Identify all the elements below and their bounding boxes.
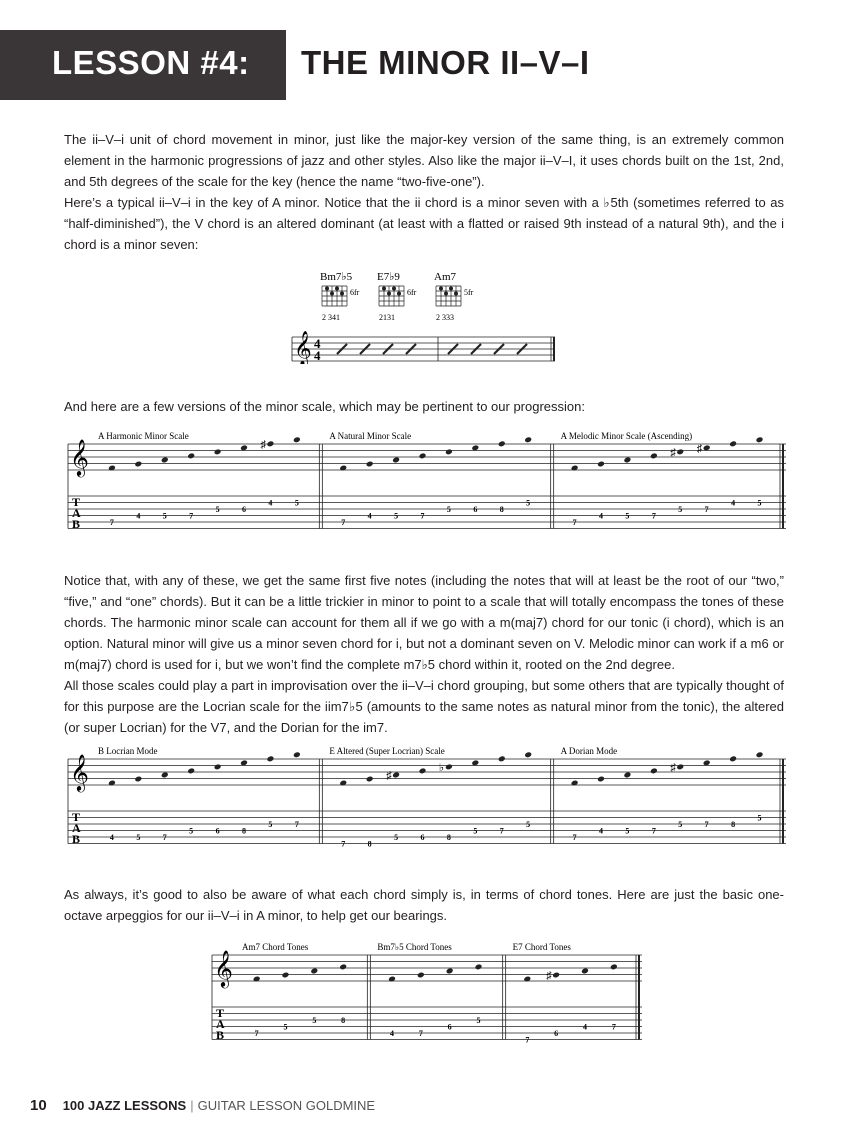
- treble-clef-icon: 𝄞: [294, 332, 312, 364]
- tab-fret-number: 7: [704, 820, 709, 829]
- chord-dot: [454, 292, 458, 296]
- paragraph-5: All those scales could play a part in improvisation over the ii–V–i chord grouping, but some others that are typically thought of for this purpose are the Locrian scale for the iim7♭5 (amounts to the same notes as natural minor from the tonic), the altered (or super Locrian) for the V7, and the Dorian for the im7.: [64, 678, 784, 735]
- note-head: [552, 972, 560, 979]
- tab-fret-number: 5: [625, 511, 630, 521]
- chord-name: Bm7♭5: [320, 271, 353, 283]
- footer-separator: |: [190, 1098, 194, 1113]
- note-head: [676, 763, 684, 770]
- paragraph-1: The ii–V–i unit of chord movement in minor, just like the major-key version of the same thing, is an extremely common element in the harmonic progressions of jazz and other styles. Also like the major ii–V–I, it uses chords built on the 1st, 2nd, and 5th degrees of the scale for the key (hence the name “two-five-one”).: [64, 132, 784, 189]
- note-head: [214, 763, 222, 770]
- tab-fret-number: 6: [215, 826, 220, 836]
- note-head: [729, 755, 737, 762]
- tab-clef-letter: A: [72, 506, 81, 520]
- chord-dot: [439, 287, 443, 291]
- tab-fret-number: 7: [420, 511, 425, 521]
- tab-fret-number: 8: [499, 505, 504, 514]
- tab-fret-number: 5: [757, 813, 762, 823]
- tab-fret-number: 5: [283, 1022, 288, 1032]
- tab-clef-letter: B: [72, 517, 81, 531]
- time-signature-top: 4: [314, 336, 321, 351]
- tab-fret-number: 8: [367, 839, 372, 849]
- note-head: [161, 772, 169, 779]
- chord-fret-label: 6fr: [407, 288, 417, 297]
- chord-dot: [444, 292, 448, 296]
- tab-fret-number: 5: [526, 820, 531, 829]
- tab-fret-number: 8: [446, 833, 451, 842]
- tab-clef-letter: A: [72, 821, 81, 835]
- tab-fret-number: 4: [389, 1029, 394, 1038]
- tab-clef-letter: T: [72, 810, 81, 824]
- tab-fret-number: 5: [476, 1016, 481, 1025]
- page-footer: [30, 1097, 375, 1114]
- scale-label: A Dorian Mode: [560, 746, 618, 756]
- chord-tones-figure: [206, 937, 644, 1052]
- tab-fret-number: 5: [312, 1016, 317, 1025]
- note-head: [282, 972, 290, 979]
- tab-fret-number: 5: [678, 820, 683, 829]
- chord-fret-label: 6fr: [350, 288, 360, 297]
- note-head: [624, 772, 632, 779]
- note-head: [498, 440, 506, 447]
- note-head: [339, 964, 347, 971]
- note-head: [366, 776, 374, 783]
- chord-name: E7♭9: [377, 271, 400, 283]
- tab-fret-number: 7: [572, 518, 577, 527]
- tab-fret-number: 4: [268, 498, 273, 508]
- note-head: [624, 457, 632, 464]
- chord-dot: [330, 292, 334, 296]
- tab-fret-number: 5: [473, 826, 478, 836]
- chord-fingering: 2131: [379, 313, 395, 322]
- tab-fret-number: 7: [341, 518, 346, 527]
- treble-clef-icon: 𝄞: [70, 439, 89, 475]
- chord-diagram: [377, 271, 417, 322]
- note-head: [445, 448, 453, 455]
- lesson-title: THE MINOR II–V–I: [301, 44, 590, 81]
- flat-icon: ♭: [438, 761, 445, 774]
- treble-clef-icon: 𝄞: [214, 950, 233, 986]
- lesson-number: LESSON #4:: [52, 44, 250, 81]
- tab-fret-number: 7: [189, 511, 194, 521]
- note-head: [581, 968, 589, 975]
- tab-clef-letter: A: [216, 1017, 225, 1031]
- paragraph-6: As always, it’s good to also be aware of what each chord simply is, in terms of chord tones. Here are just the basic one-octave arpeggios for our ii–V–i in A minor, to help get our bearings.: [64, 887, 784, 923]
- note-head: [366, 461, 374, 468]
- sharp-icon: ♯: [670, 446, 676, 459]
- note-head: [446, 968, 454, 975]
- tab-fret-number: 4: [367, 511, 372, 521]
- note-head: [293, 751, 301, 758]
- chord-dot: [392, 287, 396, 291]
- note-head: [676, 448, 684, 455]
- sharp-icon: ♯: [546, 969, 552, 982]
- tab-fret-number: 5: [162, 511, 167, 521]
- chord-diagram: [434, 271, 474, 322]
- scale-label: Bm7♭5 Chord Tones: [377, 942, 452, 952]
- chord-dot: [340, 292, 344, 296]
- tab-fret-number: 5: [526, 498, 531, 508]
- note-head: [161, 457, 169, 464]
- time-signature-bottom: 4: [314, 348, 321, 363]
- tab-fret-number: 6: [420, 833, 425, 842]
- note-head: [187, 768, 195, 775]
- book-title: 100 JAZZ LESSONS: [62, 1098, 187, 1113]
- note-head: [419, 768, 427, 775]
- note-head: [610, 964, 618, 971]
- tab-fret-number: 4: [582, 1022, 587, 1032]
- note-head: [756, 751, 764, 758]
- note-head: [650, 768, 658, 775]
- chord-dot: [325, 287, 329, 291]
- tab-fret-number: 7: [341, 839, 346, 849]
- note-head: [267, 440, 275, 447]
- tab-fret-number: 7: [572, 833, 577, 842]
- tab-fret-number: 7: [109, 518, 114, 527]
- tab-fret-number: 8: [242, 826, 247, 836]
- tab-fret-number: 5: [446, 505, 451, 514]
- note-head: [267, 755, 275, 762]
- tab-fret-number: 4: [731, 498, 736, 508]
- tab-fret-number: 4: [109, 833, 114, 842]
- tab-fret-number: 7: [254, 1029, 259, 1038]
- tab-fret-number: 7: [162, 833, 167, 842]
- tab-fret-number: 7: [651, 511, 656, 521]
- chord-fingering: 2 341: [322, 313, 340, 322]
- note-head: [134, 461, 142, 468]
- scale-label: A Melodic Minor Scale (Ascending): [560, 431, 693, 441]
- chord-dot: [449, 287, 453, 291]
- tab-fret-number: 5: [215, 505, 220, 514]
- note-head: [498, 755, 506, 762]
- tab-clef-letter: B: [72, 832, 81, 846]
- note-head: [134, 776, 142, 783]
- tab-fret-number: 7: [704, 505, 709, 514]
- tab-fret-number: 7: [499, 826, 504, 836]
- note-head: [597, 776, 605, 783]
- scale-label: A Harmonic Minor Scale: [98, 431, 189, 441]
- paragraph-3: And here are a few versions of the minor scale, which may be pertinent to our progression:: [64, 399, 585, 414]
- note-head: [597, 461, 605, 468]
- modes-figure: [62, 741, 788, 856]
- tab-clef-letter: T: [216, 1006, 225, 1020]
- tab-fret-number: 5: [189, 826, 194, 836]
- page-number: 10: [30, 1097, 47, 1114]
- note-head: [475, 964, 483, 971]
- chord-dot: [335, 287, 339, 291]
- tab-fret-number: 6: [473, 505, 478, 514]
- tab-fret-number: 5: [757, 498, 762, 508]
- paragraph-4: Notice that, with any of these, we get the same first five notes (including the notes that will at least be the root of our “two,” “five,” and “one” chords). But it can be a little trickier in minor to point to a scale that will totally encompass the tones of these chords. The harmonic minor scale can account for them all if we go with a m(maj7) chord for our tonic (i chord), which is an option. Natural minor will give us a minor seven chord for i, but not a dominant seven on V. Melodic minor can work if a m6 or m(maj7) chord is used for i, but we won’t find the complete m7♭5 chord within it, rooted on the 2nd degree.: [64, 573, 784, 672]
- chord-dot: [387, 292, 391, 296]
- tab-fret-number: 8: [731, 820, 736, 829]
- chord-name: Am7: [434, 271, 456, 283]
- chord-fret-label: 5fr: [464, 288, 474, 297]
- tab-fret-number: 5: [678, 505, 683, 514]
- tab-fret-number: 6: [242, 505, 247, 514]
- tab-fret-number: 5: [294, 498, 299, 508]
- scale-label: B Locrian Mode: [98, 746, 158, 756]
- note-head: [310, 968, 318, 975]
- sharp-icon: ♯: [670, 761, 676, 774]
- tab-fret-number: 7: [294, 820, 299, 829]
- minor-scales-figure: [62, 426, 788, 541]
- note-head: [524, 751, 532, 758]
- treble-clef-icon: 𝄞: [70, 754, 89, 790]
- tab-fret-number: 6: [447, 1022, 452, 1032]
- publisher-name: GUITAR LESSON GOLDMINE: [197, 1098, 376, 1113]
- tab-fret-number: 7: [611, 1022, 616, 1032]
- note-head: [729, 440, 737, 447]
- chord-fingering: 2 333: [436, 313, 454, 322]
- note-head: [293, 436, 301, 443]
- note-head: [392, 457, 400, 464]
- lesson-label-box: [0, 30, 286, 100]
- tab-fret-number: 7: [525, 1035, 530, 1045]
- note-head: [417, 972, 425, 979]
- tab-fret-number: 8: [341, 1016, 346, 1025]
- tab-fret-number: 7: [418, 1029, 423, 1038]
- tab-fret-number: 4: [599, 826, 604, 836]
- scale-label: Am7 Chord Tones: [242, 942, 309, 952]
- note-head: [756, 436, 764, 443]
- paragraph-2: Here’s a typical ii–V–i in the key of A minor. Notice that the ii chord is a minor seven with a ♭5th (sometimes referred to as “half-diminished”), the V chord is an altered dominant (at least with a flatted or raised 9th instead of a natural 9th), and the i chord is a minor seven:: [64, 195, 784, 252]
- tab-fret-number: 7: [651, 826, 656, 836]
- tab-fret-number: 5: [268, 820, 273, 829]
- note-head: [214, 448, 222, 455]
- note-head: [445, 763, 453, 770]
- tab-fret-number: 6: [554, 1029, 559, 1038]
- chord-progression-figure: [280, 264, 570, 364]
- tab-fret-number: 5: [136, 833, 141, 842]
- chord-dot: [382, 287, 386, 291]
- note-head: [187, 453, 195, 460]
- scale-label: E7 Chord Tones: [512, 942, 571, 952]
- note-head: [524, 436, 532, 443]
- rhythm-staff: [292, 331, 555, 364]
- scale-label: E Altered (Super Locrian) Scale: [329, 746, 445, 756]
- tab-clef-letter: B: [216, 1028, 225, 1042]
- tab-fret-number: 5: [394, 511, 399, 521]
- note-head: [650, 453, 658, 460]
- tab-fret-number: 5: [625, 826, 630, 836]
- chord-diagram: [320, 271, 360, 322]
- note-head: [392, 772, 400, 779]
- sharp-icon: ♯: [386, 769, 392, 782]
- tab-fret-number: 4: [599, 511, 604, 521]
- tab-clef-letter: T: [72, 495, 81, 509]
- chord-dot: [397, 292, 401, 296]
- tab-fret-number: 4: [136, 511, 141, 521]
- tab-fret-number: 5: [394, 833, 399, 842]
- sharp-icon: ♯: [260, 438, 266, 451]
- note-head: [419, 453, 427, 460]
- scale-label: A Natural Minor Scale: [329, 431, 412, 441]
- sharp-icon: ♯: [696, 442, 703, 455]
